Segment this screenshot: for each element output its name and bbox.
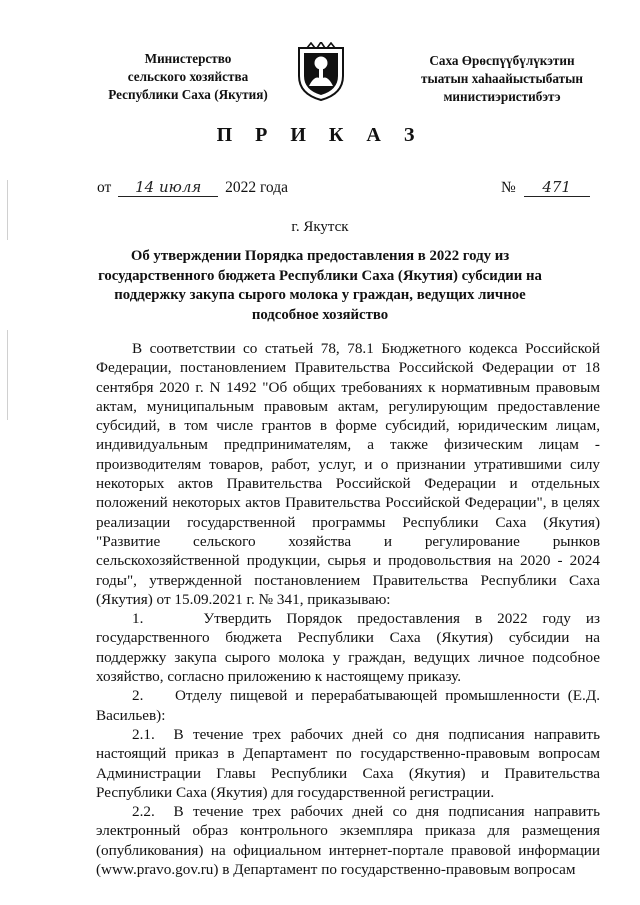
ministry-line: Саха Өрөспүүбүлүкэтин (429, 53, 575, 68)
yakutia-coat-of-arms-icon (295, 42, 347, 102)
handwritten-number: 471 (524, 178, 590, 197)
ministry-line: Республики Саха (Якутия) (108, 87, 268, 102)
scan-margin-mark (7, 330, 8, 420)
order-number (501, 178, 590, 197)
ministry-line: тыатын хаһаайыстыбатын (421, 71, 583, 86)
city: г. Якутск (291, 219, 349, 235)
preamble-paragraph: В соответствии со статьей 78, 78.1 Бюджетного кодекса Российской Федерации, постановлением Правительства Российской Федерации от 18 сентября 2020 г. N 1492 "Об общих требованиях к нормативным правовым актам, муниципальным правовым актам, регулирующим предоставление субсидий, в том числе грантов в форме субсидий, юридическим лицам, индивидуальным предпринимателям, а также физическим лицам - производителям товаров, работ, услуг, и о признании утратившими силу некоторых актов Правительства Российской Федерации и отдельных положений некоторых актов Правительства Российской Федерации", в целях реализации государственной программы Республики Саха (Якутия) "Развитие сельского хозяйства и регулирование рынков сельскохозяйственной продукции, сырья и продовольствия на 2020 - 2024 годы", утвержденной постановлением Правительства Республики Саха (Якутия) от 15.09.2021 г. № 341, приказываю: (96, 340, 600, 608)
handwritten-date: 14 июля (118, 178, 218, 197)
ministry-name-sakha (392, 52, 612, 106)
number-prefix: № (501, 179, 516, 196)
order-body (96, 339, 600, 879)
ministry-name-russian (88, 50, 288, 104)
item-2-1-paragraph: 2.1. В течение трех рабочих дней со дня подписания направить настоящий приказ в Департамент по государственно-правовым вопросам Администрации Главы Республики Саха (Якутия) и Правительства Республики Саха (Якутия) для государственной регистрации. (96, 725, 600, 801)
document-title: П Р И К А З (216, 124, 424, 146)
ministry-line: сельского хозяйства (127, 69, 249, 84)
order-date (97, 178, 288, 197)
date-prefix: от (97, 179, 112, 196)
item-2-paragraph: 2. Отделу пищевой и перерабатывающей промышленности (Е.Д. Васильев): (96, 687, 600, 724)
ministry-line: министиэристибэтэ (443, 89, 561, 104)
item-1-paragraph: 1. Утвердить Порядок предоставления в 2022 году из государственного бюджета Республики Саха (Якутия) субсидии на поддержку закупа сырого молока у граждан, ведущих личное подсобное хозяйство, согласно приложению к настоящему приказу. (96, 610, 600, 686)
ministry-line: Министерство (144, 51, 232, 66)
date-suffix: 2022 года (225, 179, 288, 196)
order-heading: Об утверждении Порядка предоставления в 2022 году из государственного бюджета Республики Саха (Якутия) субсидии на поддержку закупа сырого молока у граждан, ведущих личное подсобное хозяйство (98, 248, 542, 323)
item-2-2-paragraph: 2.2. В течение трех рабочих дней со дня подписания направить электронный образ контрольного экземпляра приказа для размещения (опубликования) на официальном интернет-портале правовой информации (www.pravo.gov.ru) в Департамент по государственно-правовым вопросам (96, 803, 600, 879)
